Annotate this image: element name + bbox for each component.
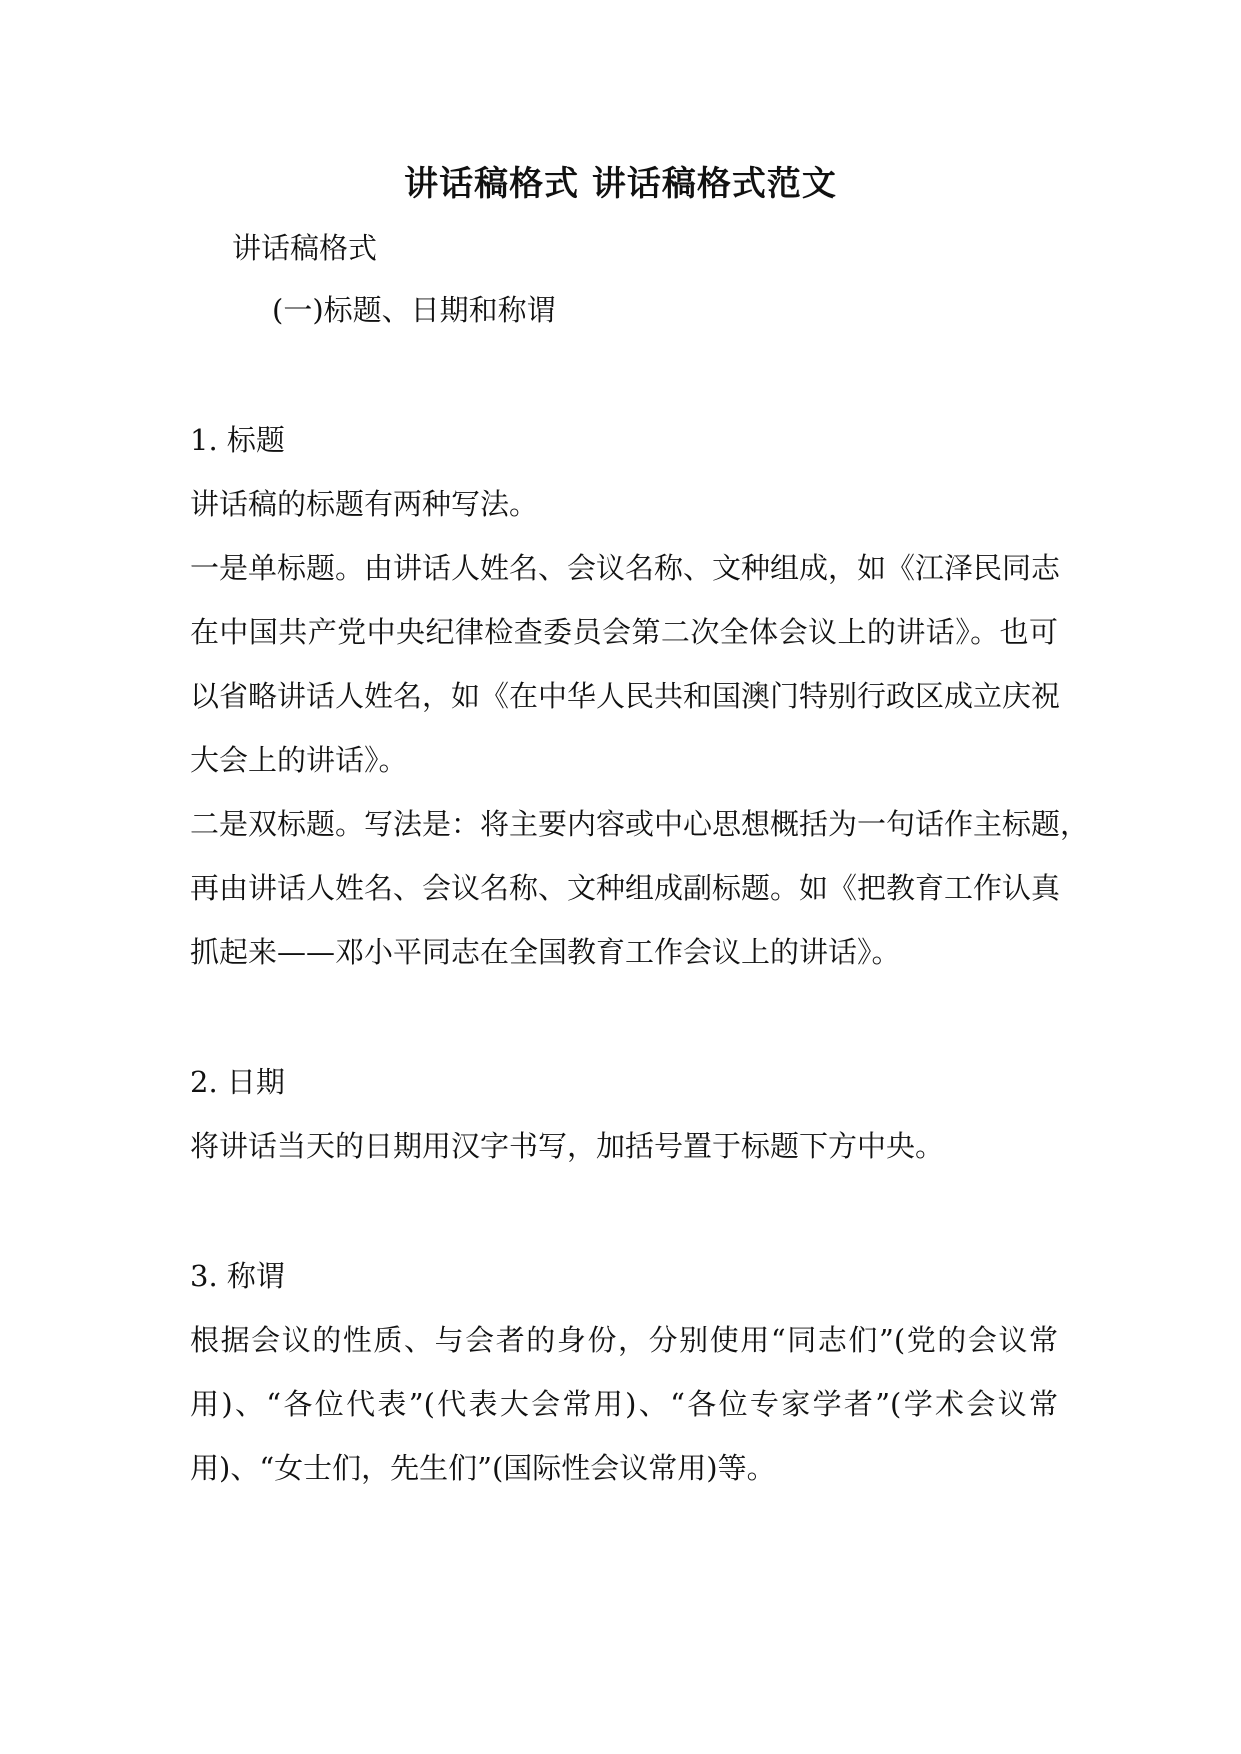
paragraph-line: 用)、“各位代表”(代表大会常用)、“各位专家学者”(学术会议常 (190, 1387, 1058, 1421)
paragraph-line: 将讲话当天的日期用汉字书写，加括号置于标题下方中央。 (190, 1129, 945, 1163)
paragraph-line: 一是单标题。由讲话人姓名、会议名称、文种组成，如《江泽民同志 (190, 551, 1061, 585)
section-heading: (一)标题、日期和称谓 (272, 293, 556, 327)
document-subtitle: 讲话稿格式 (232, 231, 378, 265)
paragraph-line: 以省略讲话人姓名，如《在中华人民共和国澳门特别行政区成立庆祝 (190, 679, 1061, 713)
subsection-heading-salutation: 3. 称谓 (190, 1259, 285, 1293)
paragraph-line: 讲话稿的标题有两种写法。 (190, 487, 539, 521)
paragraph-line: 大会上的讲话》。 (190, 743, 408, 777)
paragraph-line: 在中国共产党中央纪律检查委员会第二次全体会议上的讲话》。也可 (190, 615, 1058, 649)
document-title: 讲话稿格式 讲话稿格式范文 (404, 164, 837, 204)
paragraph-line: 用)、“女士们，先生们”(国际性会议常用)等。 (190, 1451, 776, 1485)
paragraph-line: 二是双标题。写法是：将主要内容或中心思想概括为一句话作主标题， (190, 807, 1090, 841)
subsection-heading-title: 1. 标题 (190, 423, 285, 457)
paragraph-line: 抓起来——邓小平同志在全国教育工作会议上的讲话》。 (190, 935, 901, 969)
subsection-heading-date: 2. 日期 (190, 1065, 285, 1099)
paragraph-line: 根据会议的性质、与会者的身份，分别使用“同志们”(党的会议常 (190, 1323, 1058, 1357)
paragraph-line: 再由讲话人姓名、会议名称、文种组成副标题。如《把教育工作认真 (190, 871, 1061, 905)
